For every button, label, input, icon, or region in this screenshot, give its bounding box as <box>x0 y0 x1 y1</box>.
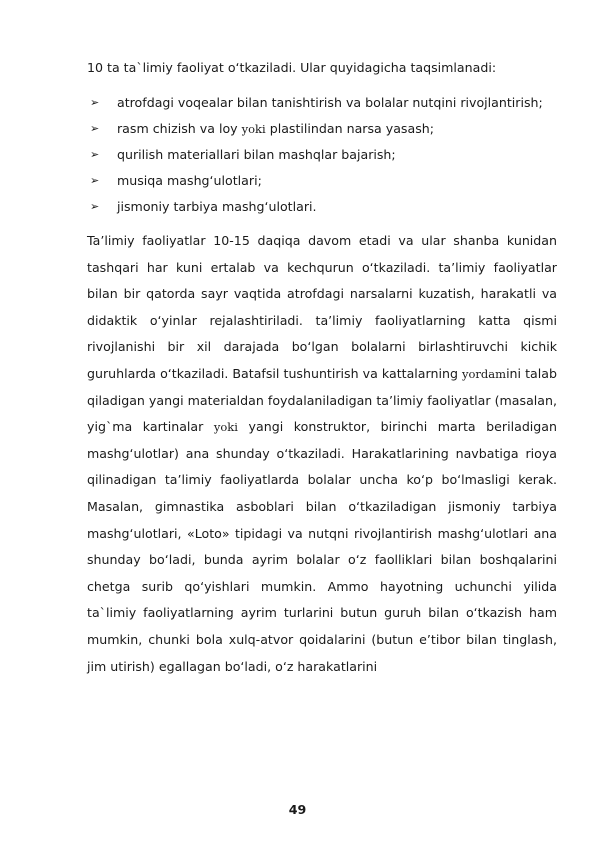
list-item-text: atrofdagi voqealar bilan tanishtirish va bolalar nutqini rivojlantirish; <box>117 95 543 110</box>
list-item <box>87 194 557 220</box>
paragraph-serif-word-2: yoki <box>213 420 238 435</box>
paragraph-part-3: yangi konstruktor, birinchi marta beriladigan mashg‘ulotlar) ana shunday o‘tkaziladi. Harakatlarining navbatiga rioya qilinadigan ta’limiy faoliyatlarda bolalar uncha ko‘p bo‘lmasligi kerak. Masalan, gimnastika asboblari bilan o‘tkaziladigan jismoniy tarbiya mashg‘ulotlari, «Loto» tipidagi va nutqni rivojlantirish mashg‘ulotlari ana shunday bo‘ladi, bunda ayrim bolalar o‘z faolliklari bilan boshqalarini chetga surib qo‘yishlari mumkin. Ammo hayotning uchunchi yilida ta`limiy faoliyatlarning ayrim turlarini butun guruh bilan o‘tkazish ham mumkin, chunki bola xulq-atvor qoidalarini (butun e’tibor bilan tinglash, jim utirish) egallagan bo‘ladi, o‘z harakatlarini <box>87 419 558 674</box>
page-number: 49 <box>288 802 307 817</box>
arrow-bullet-icon: ➢ <box>90 122 100 135</box>
arrow-bullet-icon: ➢ <box>90 200 100 213</box>
list-item-text: musiqa mashg‘ulotlari; <box>117 173 262 188</box>
list-item <box>87 142 557 168</box>
list-item <box>87 90 557 116</box>
list-item-text: qurilish materiallari bilan mashqlar bajarish; <box>117 147 396 162</box>
paragraph-part-1: Ta’limiy faoliyatlar 10-15 daqiqa davom etadi va ular shanba kunidan tashqari har kuni ertalab va kechqurun o‘tkaziladi. ta’limiy faoliyatlar bilan bir qatorda sayr vaqtida atrofdagi narsalarni kuzatish, harakatli va didaktik o‘yinlar rejalashtiriladi. ta’limiy faoliyatlarning katta qismi rivojlanishi bir xil darajada bo‘lgan bolalarni birlashtiruvchi kichik guruhlarda o‘tkaziladi. Batafsil tushuntirish va kattalarning <box>87 233 557 381</box>
page-content <box>87 58 557 680</box>
list-item-serif-word: yoki <box>241 122 266 136</box>
body-paragraph <box>87 228 557 680</box>
list-item-text: jismoniy tarbiya mashg‘ulotlari. <box>117 199 317 214</box>
list-item-text-end: plastilindan narsa yasash; <box>265 121 434 136</box>
paragraph-part-2: ini talab qiladigan yangi materialdan foydalaniladigan ta’limiy faoliyatlar (masalan, yig`ma kartinalar <box>87 365 557 435</box>
arrow-bullet-icon: ➢ <box>90 96 100 109</box>
list-item-text-start: rasm chizish va loy <box>117 121 242 136</box>
activity-list <box>87 90 557 220</box>
arrow-bullet-icon: ➢ <box>90 174 100 187</box>
intro-line: 10 ta ta`limiy faoliyat o‘tkaziladi. Ular quyidagicha taqsimlanadi: <box>87 60 497 75</box>
paragraph-serif-word-1: yordam <box>462 366 507 381</box>
list-item <box>87 116 557 142</box>
list-item <box>87 168 557 194</box>
arrow-bullet-icon: ➢ <box>90 148 100 161</box>
